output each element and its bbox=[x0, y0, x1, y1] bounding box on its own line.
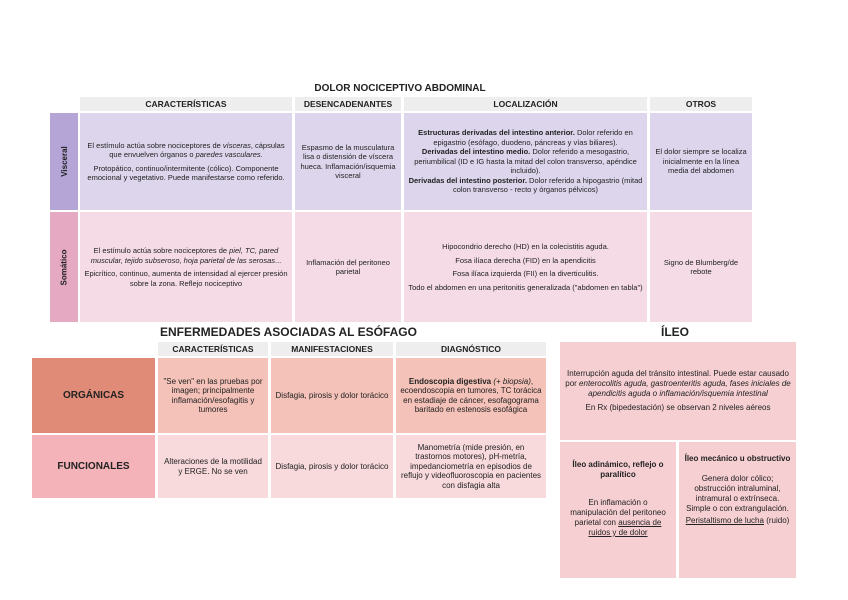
text: Protopático, continuo/intermitente (cólico). Componente emocional y vegetativo. Puede manifestarse como referido. bbox=[87, 163, 285, 182]
esofago-header-manifestaciones: MANIFESTACIONES bbox=[271, 342, 393, 356]
adinamico-title: Íleo adinámico, reflejo o paralítico bbox=[572, 460, 664, 479]
text: , ecoendoscopia en tumores, TC torácica en estadiaje de cáncer, esofagograma baritado en estenosis esofágica bbox=[400, 376, 542, 414]
text: Derivadas del intestino posterior. bbox=[408, 175, 527, 185]
ileo-adinamico bbox=[560, 442, 676, 578]
funcionales-manifestaciones: Disfagia, pirosis y dolor torácico bbox=[271, 435, 393, 498]
visceral-label: Visceral bbox=[59, 146, 69, 177]
ileo-intro bbox=[560, 342, 796, 440]
header-otros: OTROS bbox=[650, 97, 752, 111]
organicas-diagnostico bbox=[396, 358, 546, 433]
somatico-label: Somático bbox=[59, 248, 69, 286]
text: Interrupción aguda del tránsito intestinal. Puede estar causado por bbox=[565, 369, 789, 388]
visceral-localizacion bbox=[404, 113, 647, 210]
header-desencadenantes: DESENCADENANTES bbox=[295, 97, 401, 111]
text: Epicrítico, continuo, aumenta de intensidad al ejercer presión sobre la zona. Reflejo nociceptivo bbox=[84, 269, 288, 288]
text: (ruido) bbox=[766, 516, 790, 525]
ileo-rx: En Rx (bipedestación) se observan 2 niveles aéreos bbox=[585, 403, 771, 412]
text: Endoscopia digestiva bbox=[408, 376, 492, 386]
text: Dolor referido a mesogastrio, periumbilical (ID e IG hasta la mitad del colon transverso, apéndice incluido). bbox=[414, 147, 637, 176]
row-label-organicas: ORGÁNICAS bbox=[32, 358, 155, 433]
text: ... bbox=[275, 255, 282, 265]
text: El estímulo actúa sobre nociceptores de bbox=[87, 140, 223, 150]
row-label-funcionales: FUNCIONALES bbox=[32, 435, 155, 498]
somatico-desencadenantes: Inflamación del peritoneo parietal bbox=[295, 212, 401, 322]
text: piel, TC, pared muscular, tejido subseroso, hoja parietal de las serosas bbox=[90, 246, 279, 265]
text: Todo el abdomen en una peritonitis generalizada ("abdomen en tabla") bbox=[408, 282, 643, 292]
text: Dolor referido en epigastrio (esófago, duodeno, páncreas y vías biliares). bbox=[433, 128, 633, 147]
text: Genera dolor cólico; obstrucción intraluminal, intramural o extrínseca. Simple o con extrangulación. bbox=[686, 474, 789, 513]
text: Estructuras derivadas del intestino anterior. bbox=[418, 128, 575, 138]
esofago-header-caracteristicas: CARACTERÍSTICAS bbox=[158, 342, 268, 356]
visceral-desencadenantes: Espasmo de la musculatura lisa o distensión de víscera hueca. Inflamación/isquemia visceral bbox=[295, 113, 401, 210]
text: enterocolitis aguda, gastroenteritis aguda, fases iniciales de apendicitis aguda o inflamación/isquemia intestinal bbox=[579, 379, 791, 398]
organicas-manifestaciones: Disfagia, pirosis y dolor torácico bbox=[271, 358, 393, 433]
text: (+ biopsia) bbox=[491, 376, 531, 386]
funcionales-caracteristicas: Alteraciones de la motilidad y ERGE. No se ven bbox=[158, 435, 268, 498]
esofago-title: ENFERMEDADES ASOCIADAS AL ESÓFAGO bbox=[160, 325, 417, 339]
text: Peristaltismo de lucha bbox=[685, 516, 764, 525]
text: El estímulo actúa sobre nociceptores de bbox=[93, 246, 230, 255]
text: , cápsulas que envuelven órganos o bbox=[109, 140, 285, 159]
text: vísceras bbox=[222, 140, 251, 150]
text: Dolor referido a hipogastrio (mitad colon transverso - recto y órganos pélvicos) bbox=[452, 175, 643, 195]
organicas-caracteristicas: "Se ven" en las pruebas por imagen; principalmente inflamación/esofagitis y tumores bbox=[158, 358, 268, 433]
ileo-title: ÍLEO bbox=[660, 325, 689, 339]
dolor-title: DOLOR NOCICEPTIVO ABDOMINAL bbox=[314, 83, 486, 94]
ileo-mecanico bbox=[679, 442, 796, 578]
text: Derivadas del intestino medio. bbox=[421, 147, 531, 157]
visceral-otros: El dolor siempre se localiza inicialmente en la línea media del abdomen bbox=[650, 113, 752, 210]
visceral-caracteristicas bbox=[80, 113, 292, 210]
somatico-localizacion bbox=[404, 212, 647, 322]
text: Fosa ilíaca derecha (FID) en la apendicitis bbox=[455, 255, 596, 265]
mecanico-title: Íleo mecánico u obstructivo bbox=[684, 454, 791, 463]
text: Hipocondrio derecho (HD) en la colecistitis aguda. bbox=[442, 242, 609, 251]
header-caracteristicas: CARACTERÍSTICAS bbox=[80, 97, 292, 111]
text: Fosa ilíaca izquierda (FII) en la diverticulitis. bbox=[452, 269, 599, 278]
esofago-header-diagnostico: DIAGNÓSTICO bbox=[396, 342, 546, 356]
somatico-caracteristicas bbox=[80, 212, 292, 322]
row-label-somatico bbox=[50, 212, 78, 322]
somatico-otros: Signo de Blumberg/de rebote bbox=[650, 212, 752, 322]
text: ausencia de ruidos y de dolor bbox=[588, 518, 662, 537]
text: En inflamación o manipulación del peritoneo parietal con bbox=[570, 498, 666, 527]
funcionales-diagnostico: Manometría (mide presión, en trastornos motores), pH-metría, impedanciometría en episodios de reflujo y videofluoroscopia en pacientes con disfagia alta bbox=[396, 435, 546, 498]
header-localizacion: LOCALIZACIÓN bbox=[404, 97, 647, 111]
row-label-visceral bbox=[50, 113, 78, 210]
text: paredes vasculares. bbox=[195, 150, 263, 159]
